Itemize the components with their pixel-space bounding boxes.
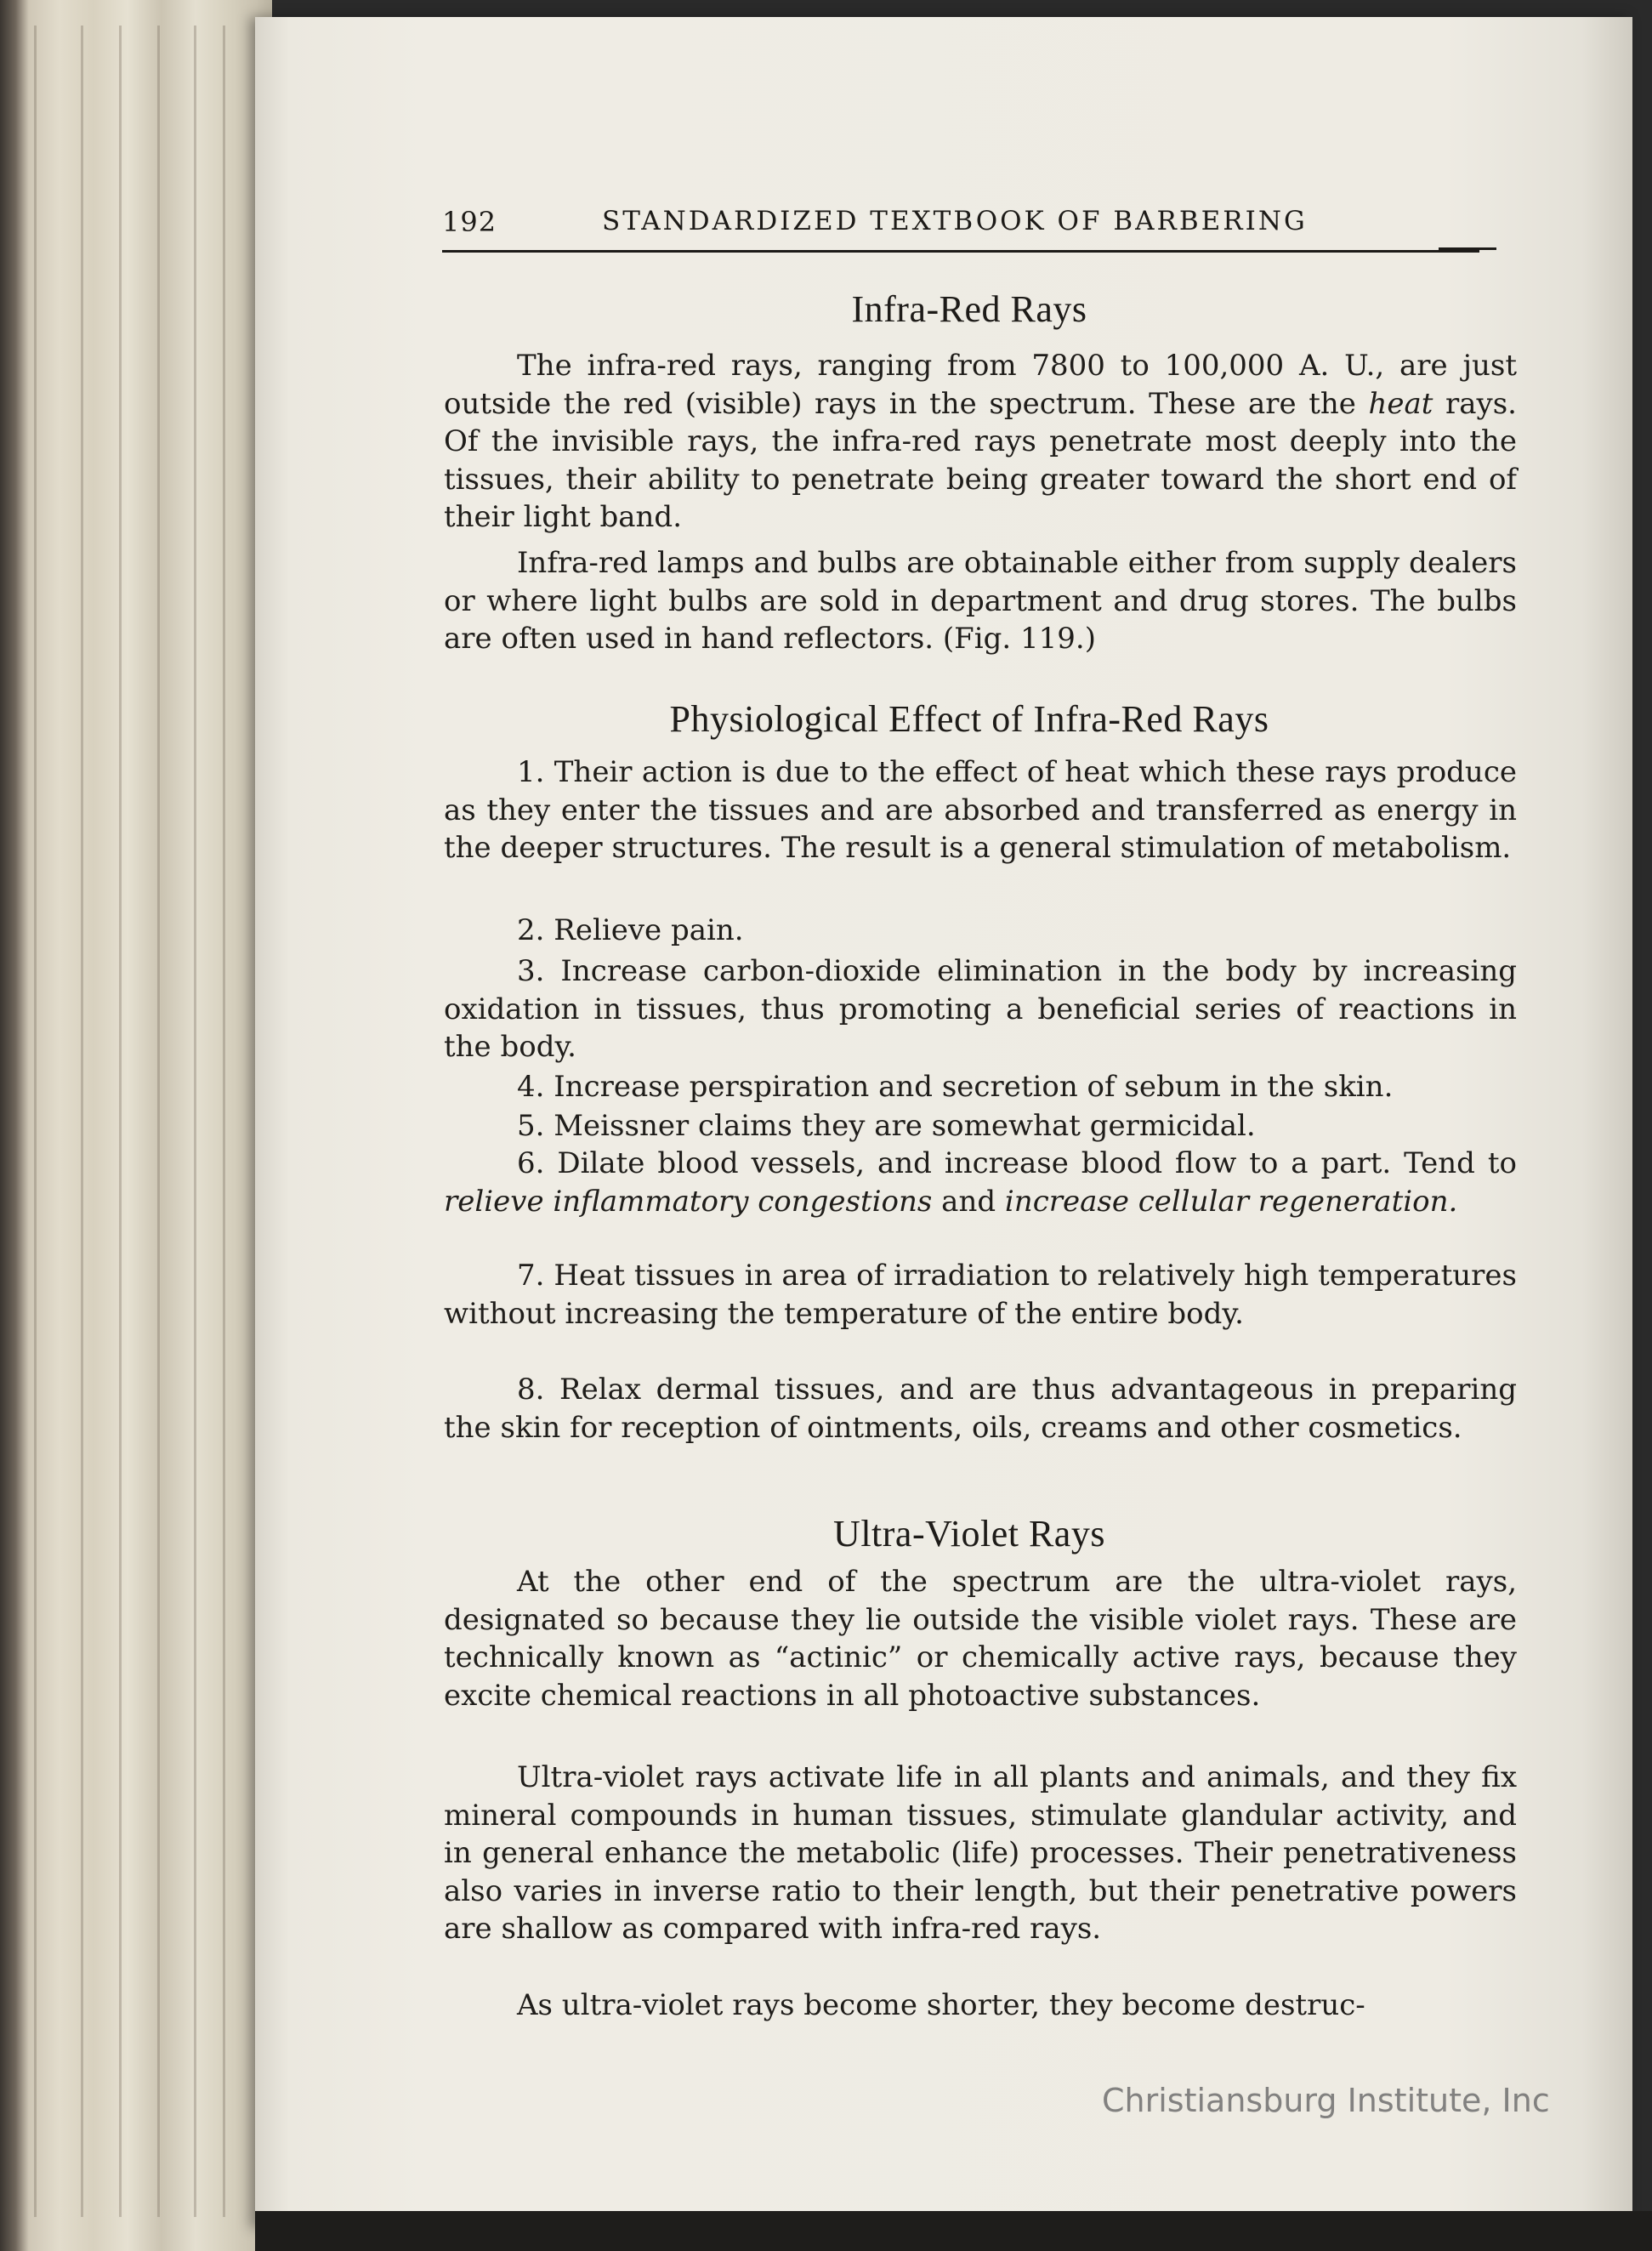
header-rule (1439, 247, 1496, 250)
paragraph-infra-red-intro: The infra-red rays, ranging from 7800 to 100,000 A. U., are just outside the red (visible) rays in the spectrum. These are the heat rays. Of the invisible rays, the infra-red rays penetrate most deeply into the tissues, their ability to penetrate being greater toward the short end of their light band. (444, 349, 1517, 534)
list-item-1: 1. Their action is due to the effect of heat which these rays produce as they enter the tissues and are absorbed and transferred as energy in the deeper structures. The result is a general stimulation of metabolism. (444, 755, 1517, 865)
section-heading-physiological: Physiological Effect of Infra-Red Rays (669, 698, 1269, 740)
paragraph-ultra-violet-activity: Ultra-violet rays activate life in all plants and animals, and they fix mineral compounds in human tissues, stimulate glandular activity, and in general enhance the metabolic (life) processes. Their penetrativeness also varies in inverse ratio to their length, but their penetrative powers are shallow as compared with infra-red rays. (444, 1760, 1517, 1946)
section-heading-infra-red: Infra-Red Rays (851, 288, 1087, 330)
book-page-edges (0, 0, 272, 2251)
section-heading-ultra-violet: Ultra-Violet Rays (833, 1513, 1105, 1555)
list-item-2: 2. Relieve pain. (517, 913, 744, 947)
list-item-6: 6. Dilate blood vessels, and increase blood flow to a part. Tend to relieve inflammatory congestions and increase cellular regeneration. (444, 1146, 1517, 1219)
paragraph-infra-red-lamps: Infra-red lamps and bulbs are obtainable either from supply dealers or where light bulbs are sold in department and drug stores. The bulbs are often used in hand reflectors. (Fig. 119.) (444, 546, 1517, 656)
list-item-4: 4. Increase perspiration and secretion of sebum in the skin. (517, 1070, 1394, 1104)
running-head (442, 206, 1479, 253)
paragraph-ultra-violet-destructive: As ultra-violet rays become shorter, they become destruc- (517, 1988, 1365, 2022)
running-title: STANDARDIZED TEXTBOOK OF BARBERING (602, 206, 1308, 236)
bottom-shadow (255, 2211, 1652, 2251)
list-item-5: 5. Meissner claims they are somewhat germicidal. (517, 1109, 1256, 1143)
page-number: 192 (442, 206, 497, 238)
list-item-3: 3. Increase carbon-dioxide elimination in the body by increasing oxidation in tissues, thus promoting a beneficial series of reactions in the body. (444, 954, 1517, 1064)
list-item-8: 8. Relax dermal tissues, and are thus advantageous in preparing the skin for reception of ointments, oils, creams and other cosmetics. (444, 1373, 1517, 1445)
book-page (255, 17, 1632, 2228)
watermark: Christiansburg Institute, Inc (1102, 2082, 1550, 2119)
list-item-7: 7. Heat tissues in area of irradiation to relatively high temperatures without increasing the temperature of the entire body. (444, 1259, 1517, 1331)
paragraph-ultra-violet-intro: At the other end of the spectrum are the ultra-violet rays, designated so because they lie outside the visible violet rays. These are technically known as “actinic” or chemically active rays, because they excite chemical reactions in all photoactive substances. (444, 1565, 1517, 1713)
